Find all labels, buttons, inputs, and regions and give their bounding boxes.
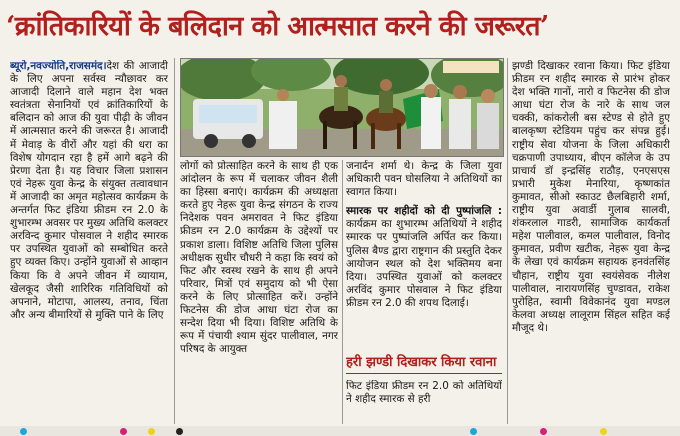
article-column-1 bbox=[10, 60, 168, 424]
subheading-underline bbox=[346, 373, 502, 374]
article-column-4 bbox=[512, 60, 670, 424]
column-divider bbox=[507, 58, 508, 424]
memorial-subtitle: स्मारक पर शहीदों को दी पुष्पांजलि : bbox=[346, 205, 502, 218]
registration-mark bbox=[120, 428, 127, 435]
column-4-body: झण्डी दिखाकर रवाना किया। फिट इंडिया फ्रीडम रन शहीद स्मारक से प्रारंभ होकर देश भक्ति गानों, नारो व फिटनेस की डोज आधा घंटा रोज के नारे के साथ जल चक्की, कांकरोली बस स्टेण्ड से होते हुए बालकृष्ण स्टेडियम पहुंच कर संपन्न हुई। राष्ट्रीय सेवा योजना के जिला अधिकारी चक्रपाणी उपाध्याय, बीएन कॉलेज के उप प्राचार्य डॉ इन्द्रसिंह राठौड़, एनएसएस प्रभारी मुकेश मेनारिया, कृष्णकांत कुमावत, सीओ स्काउट छैलबिहारी शर्मा, राष्ट्रीय युवा अवार्डी गुलाब सालवी, शंकरलाल गाडरी, सामाजिक कार्यकर्ता महेश पालीवाल, कमल पालीवाल, विनोद कुमावत, प्रवीण खटीक, नेहरू युवा केन्द्र के लेखा एवं कार्यक्रम सहायक हनवंतसिंह चौहान, राष्ट्रीय युवा स्वयंसेवक नीलेश पालीवाल, नारायणसिंह चुण्डावत, राकेश पुरोहित, स्वामी विवेकानंद युवा मण्डल केलवा अध्यक्ष लालूराम सिंहल सहित कई मौजूद थे। bbox=[512, 60, 670, 334]
article-headline: ‘क्रांतिकारियों के बलिदान को आत्मसात करने की जरूरत’ bbox=[6, 11, 549, 42]
registration-mark bbox=[148, 428, 155, 435]
column-3-closing: फिट इंडिया फ्रीडम रन 2.0 को अतिथियों ने शहीद स्मारक से हरी bbox=[346, 380, 502, 406]
column-1-text bbox=[10, 60, 168, 322]
flag-off-event-photo bbox=[181, 59, 503, 156]
article-photo bbox=[180, 58, 504, 157]
article-column-2 bbox=[180, 160, 338, 424]
column-3-paragraph bbox=[346, 205, 502, 310]
registration-mark bbox=[176, 428, 183, 435]
print-registration-strip bbox=[0, 426, 680, 436]
memorial-text: कार्यक्रम का शुभारम्भ अतिथियों ने शहीद स्मारक पर पुष्पांजलि अर्पित कर किया। पुलिस बैण्ड द्वारा राष्ट्रगान की प्रस्तुति देकर आयोजन स्थल को देश भक्तिमय बना दिया। उपस्थित युवाओं को कलक्टर अरविंद कुमार पोसवाल ने फिट इंडिया फ्रीडम रन 2.0 की शपथ दिलाई। bbox=[346, 218, 502, 309]
registration-mark bbox=[20, 428, 27, 435]
article-column-3-end bbox=[346, 380, 502, 424]
registration-mark bbox=[470, 428, 477, 435]
column-2-body: लोगों को प्रोत्साहित करने के साथ ही एक आंदोलन के रूप में चलाकर जीवन शैली का हिस्सा बनाएं। कार्यक्रम की अध्यक्षता करते हुए नेहरू युवा केन्द्र संगठन के राज्य निदेशक पवन अमरावत ने फिट इंडिया फ्रीडम रन 2.0 कार्यक्रम के उद्देश्यों पर प्रकाश डाला। विशिष्ट अतिथि जिला पुलिस अधीक्षक सुधीर चौधरी ने कहा कि स्वयं को फिट और स्वस्थ रखने के साथ ही अपने परिवार, मित्रों एवं समुदाय को भी ऐसा करने के लिए प्रोत्साहित करें। उन्होंने फिटनेस की डोज आधा घंटा रोज का सन्देश दिया भी दिया। विशिष्ट अतिथि के रूप में पंचायी श्याम सुंदर पालीवाल, नगर परिषद के आयुक्त bbox=[180, 160, 338, 356]
column-1-body: देश की आजादी के लिए अपना सर्वस्व न्यौछावर कर आजादी दिलाने वाले महान देश भक्त स्वतंत्रता सेनानियों एवं क्रांतिकारियों के बलिदान को आज की युवा पीढ़ी के जीवन में आत्मसात करने की जरूरत है। आजादी में मेवाड़ के वीरों और यहां की धरा का विशेष योगदान रहा है हमें आगे बढ़ने की प्रेरणा देता है। यह विचार जिला प्रशासन एवं नेहरू युवा केन्द्र के संयुक्त तत्वावधान में आजादी का अमृत महोत्सव कार्यक्रम के अन्तर्गत फिट इंडिया फ्रीडम रन 2.0 के शुभारम्भ अवसर पर मुख्य अतिथि कलक्टर अरविन्द कुमार पोसवाल ने शहीद स्मारक पर उपस्थित युवाओं को सम्बोधित करते हुए व्यक्त किए। उन्होंने युवाओं से आव्हान किया कि वे अपने जीवन में व्यायाम, खेलकूद जैसी शारिरिक गतिविधियों को अपनाने, मोटापा, आलस्य, तनाव, चिंता और अन्य बीमारियों से मुक्ति पाने के लिए bbox=[10, 60, 168, 321]
article-byline: ब्यूरो,नवज्योति,राजसमंद। bbox=[10, 60, 107, 72]
column-divider bbox=[174, 58, 175, 424]
article-column-3 bbox=[346, 160, 502, 352]
flag-off-subheading: हरी झण्डी दिखाकर किया रवाना bbox=[346, 355, 497, 370]
registration-mark bbox=[540, 428, 547, 435]
column-divider bbox=[342, 160, 343, 424]
column-3-intro: जनार्दन शर्मा थे। केन्द्र के जिला युवा अधिकारी पवन घोसलिया ने अतिथियों का स्वागत किया। bbox=[346, 160, 502, 199]
registration-mark bbox=[600, 428, 607, 435]
